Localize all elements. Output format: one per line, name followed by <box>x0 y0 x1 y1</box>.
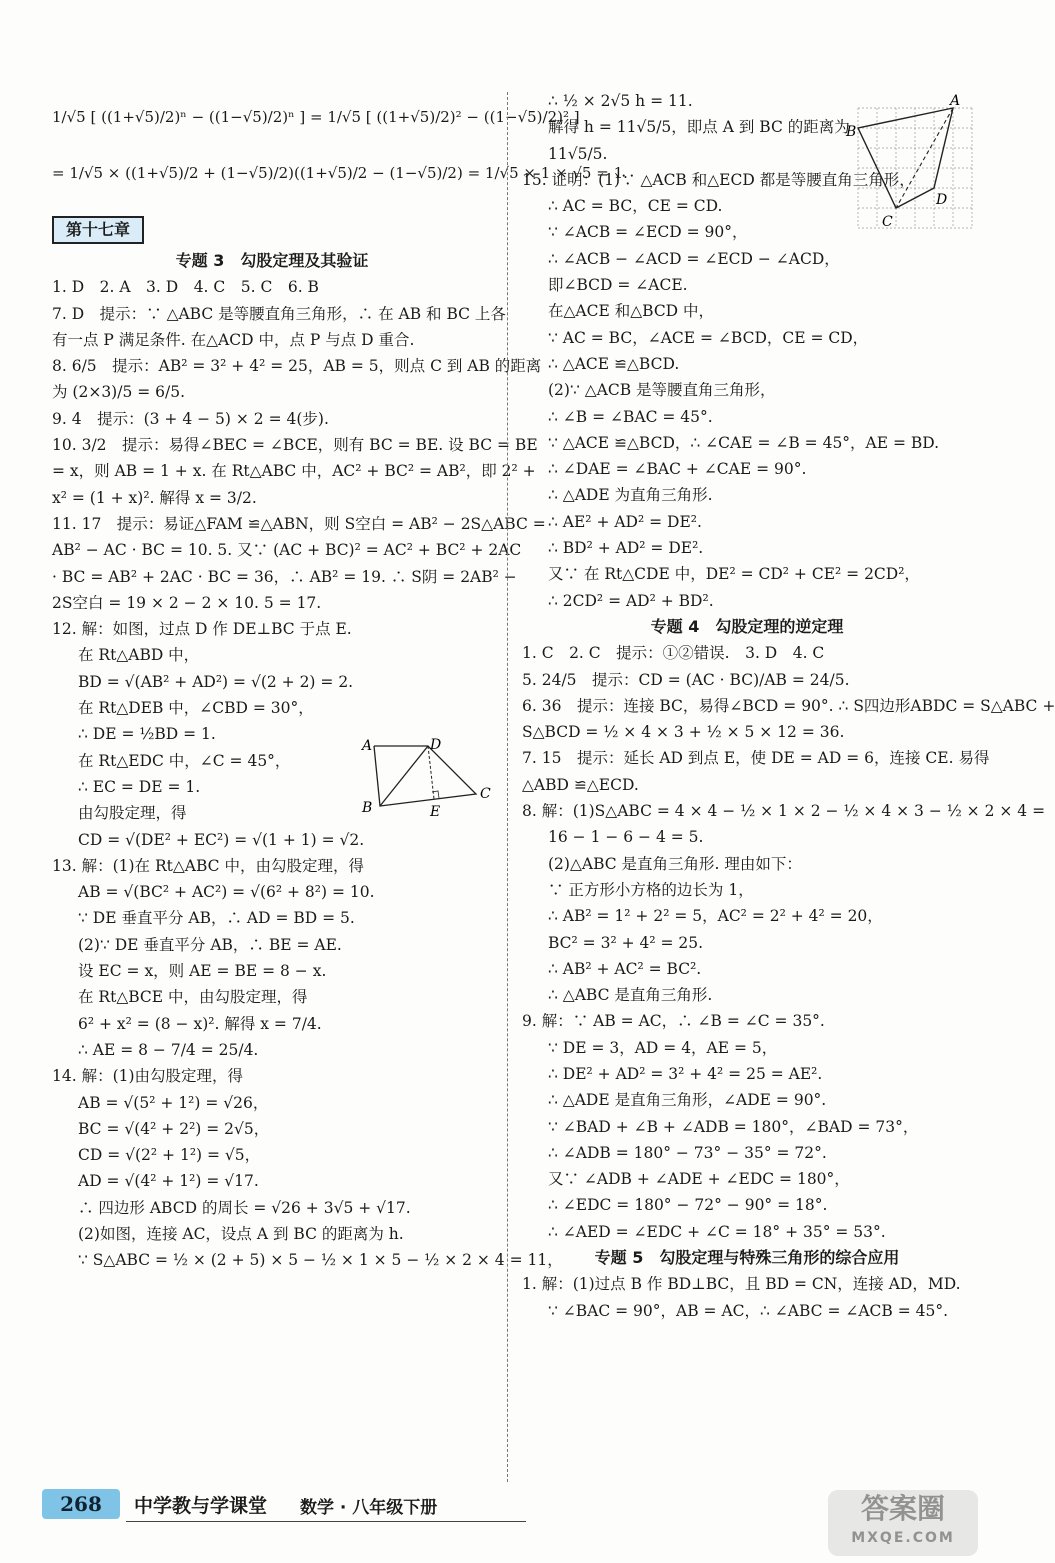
answer-line: 即∠BCD = ∠ACE. <box>548 276 688 295</box>
section-heading: 专题 5 勾股定理与特殊三角形的综合应用 <box>594 1248 900 1268</box>
right-column <box>522 88 1055 1324</box>
answer-line: 13. 解：(1)在 Rt△ABC 中，由勾股定理，得 <box>52 856 364 875</box>
answer-line: 14. 解：(1)由勾股定理，得 <box>52 1067 244 1086</box>
answer-line: ∵ S△ABC = ½ × (2 + 5) × 5 − ½ × 1 × 5 − ½ × 2 × 4 = 11， <box>78 1251 563 1270</box>
answer-line: 1. D 2. A 3. D 4. C 5. C 6. B <box>52 278 319 297</box>
answer-line: ∵ △ACE ≌△BCD，∴ ∠CAE = ∠B = 45°，AE = BD. <box>548 433 940 452</box>
answer-line: AD = √(4² + 1²) = √17. <box>78 1172 259 1191</box>
answer-line: ∵ ∠ACB = ∠ECD = 90°， <box>548 223 748 242</box>
answer-line: 解得 h = 11√5/5，即点 A 到 BC 的距离为 <box>548 118 850 137</box>
answer-line: CD = √(2² + 1²) = √5， <box>78 1146 261 1165</box>
answer-line: ∴ EC = DE = 1. <box>78 777 201 796</box>
fig12-label-d: D <box>430 737 442 753</box>
watermark-logo <box>828 1490 978 1556</box>
answer-line: ∴ AC = BC，CE = CD. <box>548 197 723 216</box>
fig14-label-b: B <box>846 124 857 140</box>
answer-line: S△BCD = ½ × 4 × 3 + ½ × 5 × 12 = 36. <box>522 723 845 742</box>
formula-line-1: 1/√5 [ ((1+√5)/2)ⁿ − ((1−√5)/2)ⁿ ] = 1/√5 [ ((1+√5)/2)² − ((1−√5)/2)² ] <box>52 108 580 126</box>
answer-line: 16 − 1 − 6 − 4 = 5. <box>548 828 704 847</box>
answer-line: ∵ ∠BAD + ∠B + ∠ADB = 180°，∠BAD = 73°， <box>548 1117 919 1136</box>
page-number: 268 <box>42 1489 120 1519</box>
answer-line: 7. 15 提示：延长 AD 到点 E，使 DE = AD = 6，连接 CE. 易得 <box>522 749 990 768</box>
answer-line: AB = √(5² + 1²) = √26， <box>78 1093 269 1112</box>
right-answer-list <box>522 88 1055 1324</box>
answer-line: ∴ AE = 8 − 7/4 = 25/4. <box>78 1040 259 1059</box>
answer-line: ∵ DE = 3，AD = 4，AE = 5， <box>548 1038 778 1057</box>
answer-line: 在 Rt△DEB 中，∠CBD = 30°， <box>78 699 314 718</box>
answer-line: ∴ ∠ACB − ∠ACD = ∠ECD − ∠ACD， <box>548 249 840 268</box>
answer-line: 为 (2×3)/5 = 6/5. <box>52 383 186 402</box>
answer-line: ∴ ∠EDC = 180° − 72° − 90° = 18°. <box>548 1196 828 1215</box>
answer-line: 15. 证明：(1)∵ △ACB 和△ECD 都是等腰直角三角形， <box>522 170 915 189</box>
section-heading: 专题 3 勾股定理及其验证 <box>175 251 369 270</box>
fig14-label-d: D <box>936 192 948 208</box>
subject-label: 数学 · 八年级下册 <box>300 1498 438 1518</box>
answer-line: ∴ △ACE ≌△BCD. <box>548 354 680 373</box>
answer-line: BC = √(4² + 2²) = 2√5， <box>78 1119 270 1138</box>
brand-name: 中学教与学课堂 <box>134 1495 268 1517</box>
footer-rule <box>126 1521 526 1522</box>
answer-line: 在 Rt△ABD 中， <box>78 646 200 665</box>
answer-line: (2)△ABC 是直角三角形. 理由如下： <box>548 854 802 873</box>
answer-line: 9. 解：∵ AB = AC，∴ ∠B = ∠C = 35°. <box>522 1012 825 1031</box>
answer-line: 又∵ 在 Rt△CDE 中，DE² = CD² + CE² = 2CD²， <box>548 565 920 584</box>
answer-line: 在 Rt△EDC 中，∠C = 45°， <box>78 751 291 770</box>
figure-problem-14-grid <box>846 92 976 234</box>
answer-line: (2)∵ △ACB 是等腰直角三角形， <box>548 381 776 400</box>
answer-line: 11. 17 提示：易证△FAM ≌△ABN，则 S空白 = AB² − 2S△ABC = <box>52 514 546 533</box>
answer-line: AB² − AC · BC = 10. 5. 又∵ (AC + BC)² = AC² + BC² + 2AC <box>52 541 522 560</box>
answer-line: ∴ ∠AED = ∠EDC + ∠C = 18° + 35° = 53°. <box>548 1222 886 1241</box>
answer-line: ∴ ∠DAE = ∠BAC + ∠CAE = 90°. <box>548 460 807 479</box>
answer-line: ∴ 2CD² = AD² + BD². <box>548 591 714 610</box>
answer-line: ∴ △ABC 是直角三角形. <box>548 986 713 1005</box>
answer-line: ∵ ∠BAC = 90°，AB = AC，∴ ∠ABC = ∠ACB = 45°. <box>548 1301 949 1320</box>
answer-line: ∴ 四边形 ABCD 的周长 = √26 + 3√5 + √17. <box>78 1198 411 1217</box>
answer-line: (2)∵ DE 垂直平分 AB，∴ BE = AE. <box>78 935 342 954</box>
answer-line: ∴ ∠B = ∠BAC = 45°. <box>548 407 713 426</box>
answer-line: 11√5/5. <box>548 144 608 163</box>
answer-line: 又∵ ∠ADB + ∠ADE + ∠EDC = 180°， <box>548 1170 850 1189</box>
answer-line: ∴ △ADE 是直角三角形，∠ADE = 90°. <box>548 1091 827 1110</box>
answer-line: 5. 24/5 提示：CD = (AC · BC)/AB = 24/5. <box>522 670 850 689</box>
section-heading: 专题 4 勾股定理的逆定理 <box>650 616 844 636</box>
answer-line: ∵ AC = BC，∠ACE = ∠BCD，CE = CD， <box>548 328 869 347</box>
answer-line: 8. 6/5 提示：AB² = 3² + 4² = 25，AB = 5，则点 C 到 AB 的距离 <box>52 357 542 376</box>
formula-line-2: = 1/√5 × ((1+√5)/2 + (1−√5)/2)((1+√5)/2 − (1−√5)/2) = 1/√5 × 1 × √5 = 1. <box>52 164 628 182</box>
answer-line: 在 Rt△BCE 中，由勾股定理，得 <box>78 988 308 1007</box>
answer-line: = x，则 AB = 1 + x. 在 Rt△ABC 中，AC² + BC² = AB²，即 2² + <box>52 462 536 481</box>
answer-line: 8. 解：(1)S△ABC = 4 × 4 − ½ × 1 × 2 − ½ × 4 × 3 − ½ × 2 × 4 = <box>522 802 1046 821</box>
answer-line: ∴ AE² + AD² = DE². <box>548 512 702 531</box>
column-divider <box>507 92 508 1482</box>
answer-line: 在△ACE 和△BCD 中， <box>548 302 715 321</box>
answer-line: ∴ ½ × 2√5 h = 11. <box>548 92 693 110</box>
answer-line: 12. 解：如图，过点 D 作 DE⊥BC 于点 E. <box>52 620 352 639</box>
answer-line: 设 EC = x，则 AE = BE = 8 − x. <box>78 962 327 981</box>
watermark-url: MXQE.COM <box>851 1530 955 1546</box>
answer-line: ∴ DE = ½BD = 1. <box>78 725 216 744</box>
answer-line: x² = (1 + x)². 解得 x = 3/2. <box>52 488 257 507</box>
answer-line: CD = √(DE² + EC²) = √(1 + 1) = √2. <box>78 830 365 849</box>
answer-line: 2S空白 = 19 × 2 − 2 × 10. 5 = 17. <box>52 593 322 612</box>
answer-line: BD = √(AB² + AD²) = √(2 + 2) = 2. <box>78 672 354 691</box>
fig14-label-c: C <box>882 214 893 230</box>
answer-line: ∵ 正方形小方格的边长为 1， <box>548 880 754 899</box>
answer-line: BC² = 3² + 4² = 25. <box>548 933 704 952</box>
answer-line: 1. 解：(1)过点 B 作 BD⊥BC，且 BD = CN，连接 AD，MD. <box>522 1275 961 1294</box>
answer-line: 1. C 2. C 提示：①②错误. 3. D 4. C <box>522 644 825 663</box>
answer-line: AB = √(BC² + AC²) = √(6² + 8²) = 10. <box>78 883 375 902</box>
answer-line: 7. D 提示：∵ △ABC 是等腰直角三角形，∴ 在 AB 和 BC 上各 <box>52 304 506 323</box>
fig12-label-a: A <box>362 738 373 754</box>
answer-line: ∴ DE² + AD² = 3² + 4² = 25 = AE². <box>548 1064 823 1083</box>
answer-line: ∴ ∠ADB = 180° − 73° − 35° = 72°. <box>548 1143 827 1162</box>
fig12-label-c: C <box>480 786 491 802</box>
chapter-title: 第十七章 <box>52 216 144 244</box>
watermark-text: 答案圈 <box>860 1492 945 1525</box>
fig12-label-b: B <box>362 800 373 816</box>
answer-line: 9. 4 提示：(3 + 4 − 5) × 2 = 4(步). <box>52 409 329 428</box>
answer-line: ∴ AB² = 1² + 2² = 5，AC² = 2² + 4² = 20， <box>548 907 883 926</box>
fig12-label-e: E <box>430 804 441 820</box>
answer-line: · BC = AB² + 2AC · BC = 36，∴ AB² = 19. ∴ S阴 = 2AB² − <box>52 567 517 586</box>
answer-line: 由勾股定理，得 <box>78 804 187 823</box>
answer-line: 有一点 P 满足条件. 在△ACD 中，点 P 与点 D 重合. <box>52 330 415 349</box>
answer-line: ∴ △ADE 为直角三角形. <box>548 486 713 505</box>
fig14-label-a: A <box>950 93 961 109</box>
answer-line: 6. 36 提示：连接 BC，易得∠BCD = 90°. ∴ S四边形ABDC = S△ABC + <box>522 696 1055 715</box>
answer-line: 6² + x² = (8 − x)². 解得 x = 7/4. <box>78 1014 322 1033</box>
answer-line: ∴ AB² + AC² = BC². <box>548 959 702 978</box>
figure-problem-12 <box>358 736 498 818</box>
answer-line: 10. 3/2 提示：易得∠BEC = ∠BCE，则有 BC = BE. 设 BC = BE <box>52 436 538 455</box>
answer-line: ∴ BD² + AD² = DE². <box>548 539 704 558</box>
answer-line: △ABD ≌△ECD. <box>522 775 639 794</box>
answer-line: ∵ DE 垂直平分 AB，∴ AD = BD = 5. <box>78 909 355 928</box>
answer-line: (2)如图，连接 AC，设点 A 到 BC 的距离为 h. <box>78 1224 404 1243</box>
